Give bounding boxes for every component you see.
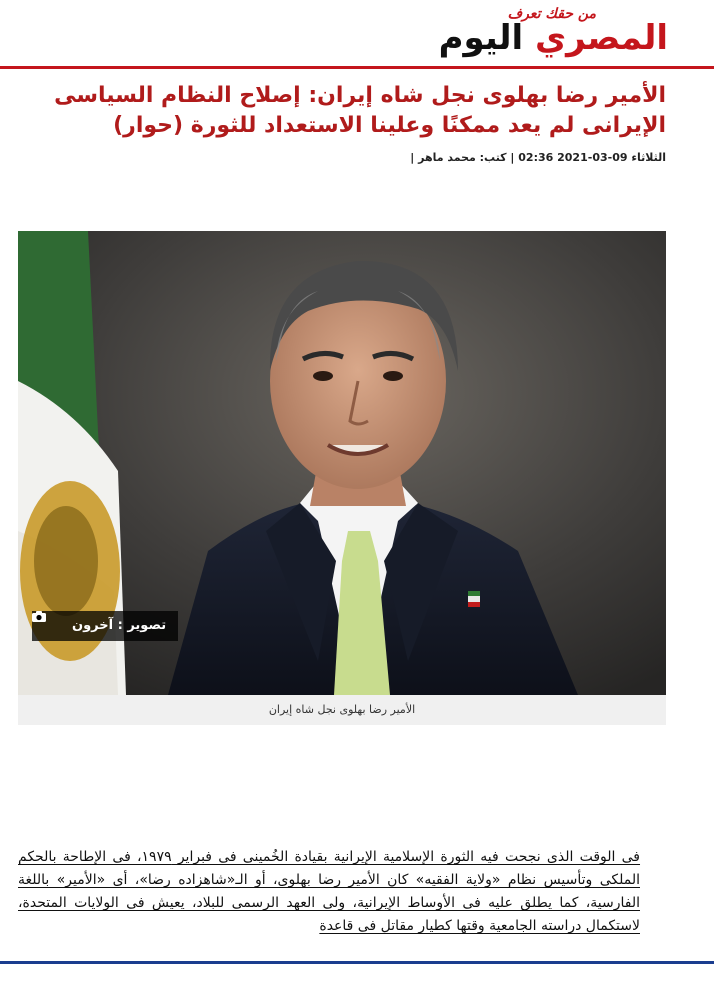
- camera-icon: [32, 611, 46, 622]
- bottom-band: [0, 964, 714, 986]
- photo-credit: [32, 611, 178, 641]
- site-logo[interactable]: [428, 6, 668, 60]
- logo-wordmark: [439, 18, 668, 58]
- logo-word-black: اليوم: [438, 18, 524, 58]
- article-body[interactable]: فى الوقت الذى نجحت فيه الثورة الإسلامية الإيرانية بقيادة الخُمينى فى فبراير ١٩٧٩، فى الإطاحة بالحكم الملكى وتأسيس نظام «ولاية الفقيه» كان الأمير رضا بهلوى، أو الـ«شاهزاده رضا»، أى «الأمير» باللغة الفارسية، كما يطلق عليه فى الأوساط الإيرانية، ولى العهد الرسمى للبلاد، يعيش فى الولايات المتحدة، لاستكمال دراسته الجامعية وقتها كطيار مقاتل فى قاعدة: [18, 849, 641, 934]
- photo-caption: الأمير رضا بهلوى نجل شاه إيران: [18, 695, 666, 725]
- article-meta: الثلاثاء 09-03-2021 02:36 | كتب: محمد ماهر |: [410, 151, 666, 164]
- logo-word-red: المصري: [534, 18, 668, 58]
- site-header: [0, 0, 714, 69]
- photo-credit-text: تصوير : آخرون: [72, 618, 167, 633]
- article-headline: الأمير رضا بهلوى نجل شاه إيران: إصلاح النظام السياسى الإيرانى لم يعد ممكنًا وعلينا الاستعداد للثورة (حوار): [54, 83, 666, 138]
- logo-tagline: من حقك تعرف: [507, 6, 596, 22]
- article-photo[interactable]: [18, 231, 666, 695]
